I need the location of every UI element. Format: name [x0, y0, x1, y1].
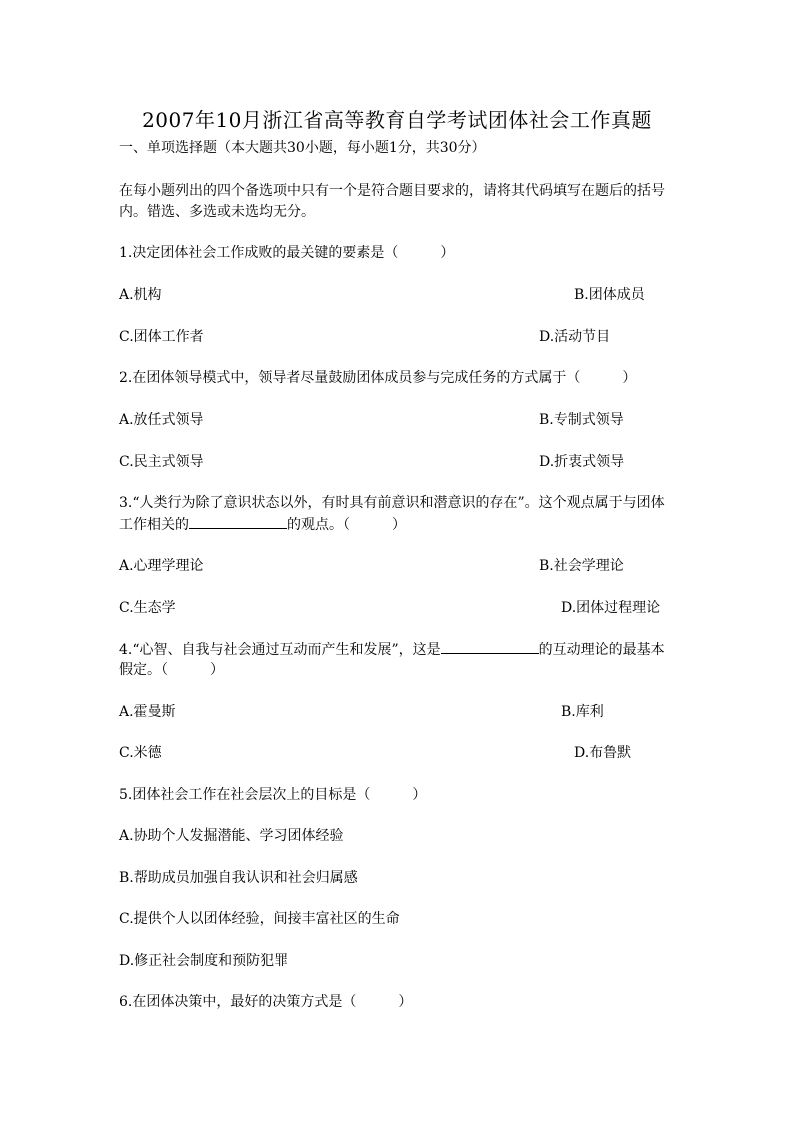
- question-5-text: 5.团体社会工作在社会层次上的目标是（ ）: [119, 787, 427, 803]
- question-1-text: 1.决定团体社会工作成败的最关键的要素是（ ）: [119, 245, 455, 261]
- question-4-option-a: A.霍曼斯: [119, 704, 176, 720]
- section-header: 一、单项选择题（本大题共30小题，每小题1分，共30分）: [119, 140, 486, 156]
- question-4-text-pre: 4.“心智、自我与社会通过互动而产生和发展”，这是: [119, 642, 441, 658]
- answer-blank: [441, 639, 539, 654]
- question-4-option-d: D.布鲁默: [574, 745, 632, 761]
- question-2-option-c: C.民主式领导: [119, 454, 204, 470]
- question-1-option-d: D.活动节目: [539, 329, 611, 345]
- question-3-option-b: B.社会学理论: [539, 558, 624, 574]
- question-3-text-line-1: 3.“人类行为除了意识状态以外，有时具有前意识和潜意识的存在”。这个观点属于与团体: [119, 495, 665, 511]
- question-4-option-b: B.库利: [561, 704, 604, 720]
- question-3-option-d: D.团体过程理论: [561, 600, 661, 616]
- page-title: 2007年10月浙江省高等教育自学考试团体社会工作真题: [142, 108, 652, 132]
- question-4-text-line-1: [119, 639, 665, 660]
- question-3-option-c: C.生态学: [119, 600, 176, 616]
- question-3-text-pre: 工作相关的: [119, 517, 189, 533]
- instructions-line-1: 在每小题列出的四个备选项中只有一个是符合题目要求的，请将其代码填写在题后的括号: [119, 183, 665, 199]
- question-1-option-a: A.机构: [119, 287, 162, 303]
- question-2-option-b: B.专制式领导: [539, 412, 624, 428]
- question-1-option-b: B.团体成员: [574, 287, 645, 303]
- question-5-option-b: B.帮助成员加强自我认识和社会归属感: [119, 870, 358, 886]
- question-5-option-d: D.修正社会制度和预防犯罪: [119, 953, 289, 969]
- question-3-text-post: 的观点。（ ）: [287, 517, 406, 533]
- question-2-option-a: A.放任式领导: [119, 412, 204, 428]
- question-2-option-d: D.折衷式领导: [539, 454, 625, 470]
- instructions-line-2: 内。错选、多选或未选均无分。: [119, 204, 315, 220]
- question-1-option-c: C.团体工作者: [119, 329, 204, 345]
- question-3-text-line-2: [119, 514, 406, 535]
- question-3-option-a: A.心理学理论: [119, 558, 204, 574]
- question-5-option-a: A.协助个人发掘潜能、学习团体经验: [119, 828, 344, 844]
- answer-blank: [189, 514, 287, 529]
- question-4-option-c: C.米德: [119, 745, 162, 761]
- question-2-text: 2.在团体领导模式中，领导者尽量鼓励团体成员参与完成任务的方式属于（ ）: [119, 370, 637, 386]
- question-4-text-post: 的互动理论的最基本: [538, 642, 665, 658]
- question-5-option-c: C.提供个人以团体经验，间接丰富社区的生命: [119, 911, 400, 927]
- question-6-text: 6.在团体决策中，最好的决策方式是（ ）: [119, 994, 413, 1010]
- question-4-text-line-2: 假定。（ ）: [119, 662, 224, 678]
